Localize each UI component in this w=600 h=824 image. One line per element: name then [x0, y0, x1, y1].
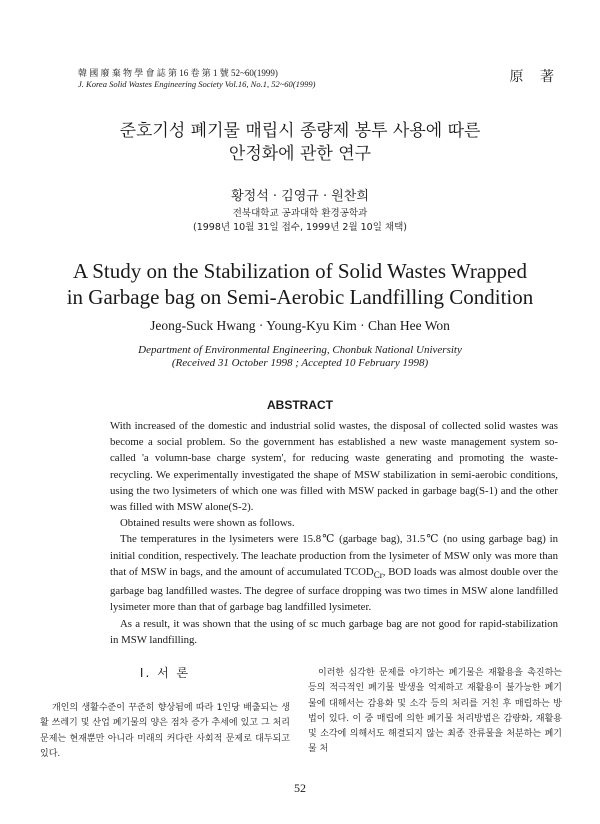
- article-category: 原 著: [509, 69, 560, 85]
- body-paragraph: 이러한 심각한 문제를 야기하는 폐기물은 재활용을 촉진하는 등의 적극적인 폐기물 발생을 억제하고 재활용이 불가능한 폐기물에 대해서는 감용화 및 소각 등의 처리를 거친 후 매립하는 방법이 있다. 이 중 매립에 의한 폐기물 처리방법은 감량화, 재활용 및 소각에 의해서도 해결되지 않는 최종 잔류물을 처분하는 폐기물 처: [308, 668, 562, 755]
- abstract-text-segment: The temperatures in the lysimeters were 15.8℃ (garbage bag), 31.5℃ (no using garbage bag) in initial condition, respectively. The leachate production from the lysimeter of MSW only was more than that of MSW in bags, and the amount of accumulated TCOD: [110, 533, 558, 578]
- korean-affiliation-block: [0, 207, 600, 235]
- abstract-text-segment: , BOD loads was almost double over the garbage bag landfilled wastes. The degree of surface dropping was two times in MSW alone landfilled lysimeter more than that of garbage bag landfilled lysimeter.: [110, 565, 558, 614]
- journal-citation-english: J. Korea Solid Wastes Engineering Society Vol.16, No.1, 52~60(1999): [78, 79, 316, 89]
- abstract-paragraph: [110, 531, 558, 615]
- page-number: 52: [294, 781, 306, 795]
- english-affiliation-block: [0, 344, 600, 370]
- korean-affiliation: 전북대학교 공과대학 환경공학과: [232, 208, 368, 219]
- english-affiliation: Department of Environmental Engineering, Chonbuk National University: [138, 344, 462, 356]
- english-dates: (Received 31 October 1998 ; Accepted 10 February 1998): [171, 357, 429, 369]
- korean-dates: (1998년 10월 31일 접수, 1999년 2월 10일 채택): [192, 222, 407, 233]
- english-title-line1: A Study on the Stabilization of Solid Wastes Wrapped: [73, 259, 527, 283]
- body-paragraph: 개인의 생활수준이 꾸준히 향상됨에 따라 1인당 배출되는 생활 쓰레기 및 산업 폐기물의 양은 점차 증가 추세에 있고 그 처리 문제는 현재뿐만 아니라 미래의 커다란 사회적 문제로 대두되고 있다.: [40, 703, 290, 759]
- korean-title: [0, 120, 600, 166]
- abstract-paragraph: With increased of the domestic and industrial solid wastes, the disposal of collected solid wastes was become a social problem. So the government has established a new waste management system so-called 'a volumn-base charge system', for reducing waste generating and promoting the waste-recycling. We experimentally investigated the shape of MSW stabilization in semi-aerobic conditions, using the two lysimeters of which one was filled with MSW packed in garbage bag(S-1) and the other was filled with MSW alone(S-2).: [110, 420, 558, 514]
- abstract-paragraph: As a result, it was shown that the using of sc much garbage bag are not good for rapid-stabilization in MSW landfilling.: [110, 617, 558, 646]
- korean-authors: 황정석 · 김영규 · 원찬희: [231, 189, 369, 204]
- abstract-paragraph: Obtained results were shown as follows.: [120, 517, 295, 530]
- english-title: [0, 258, 600, 310]
- english-authors: Jeong-Suck Hwang · Young-Kyu Kim · Chan Hee Won: [150, 318, 450, 333]
- abstract-heading: ABSTRACT: [267, 398, 333, 412]
- intro-left-column: [40, 664, 290, 762]
- intro-right-column: [308, 666, 562, 758]
- section-heading-introduction: I. 서 론: [139, 666, 191, 680]
- english-title-line2: in Garbage bag on Semi-Aerobic Landfilling Condition: [66, 285, 534, 309]
- journal-header: [78, 68, 315, 90]
- korean-title-line2: 안정화에 관한 연구: [228, 144, 372, 164]
- korean-title-line1: 준호기성 폐기물 매립시 종량제 봉투 사용에 따른: [119, 121, 481, 141]
- abstract-body: [110, 418, 558, 648]
- subscript-cr: Cr: [373, 569, 383, 580]
- journal-citation-korean: 韓 國 廢 棄 物 學 會 誌 第 16 卷 第 1 號 52~60(1999): [78, 68, 278, 78]
